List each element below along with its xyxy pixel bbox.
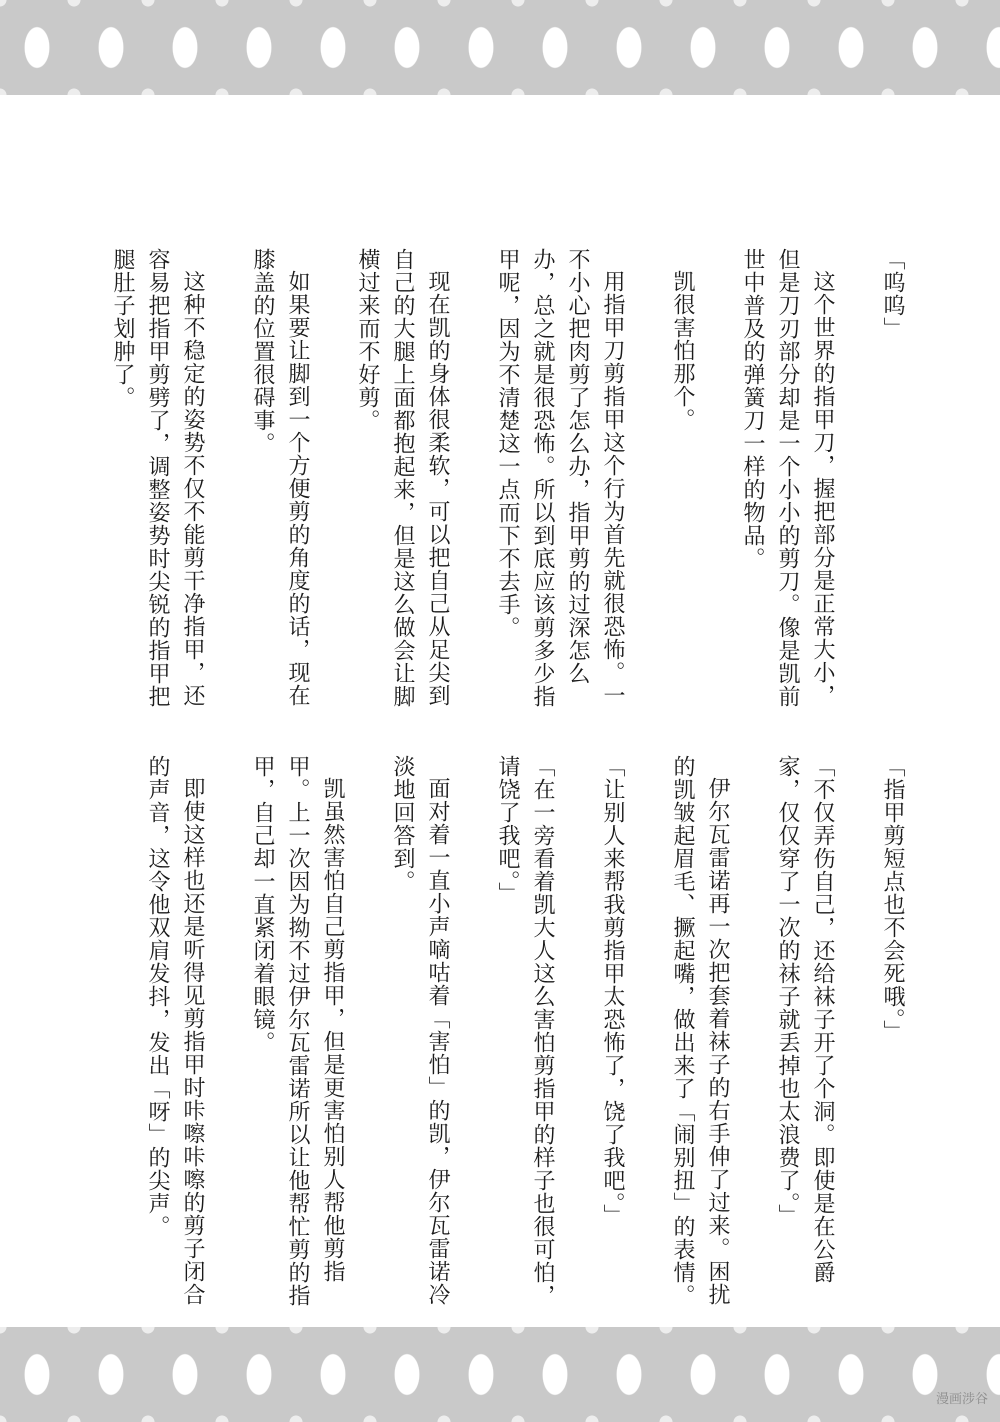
paragraph: 这种不稳定的姿势不仅不能剪干净指甲，还容易把指甲剪劈了，调整姿势时尖锐的指甲把腿肚子划肿了。 [110,248,205,708]
paragraph: 凯很害怕那个。 [670,270,695,431]
watermark: 漫画涉谷 [935,1392,988,1407]
paragraph: 「不仅弄伤自己，还给袜子开了个洞。即使是在公爵家，仅仅穿了一次的袜子就丢掉也太浪费了。」 [775,755,835,1284]
paragraph: 即使这样也还是听得见剪指甲时咔嚓咔嚓的剪子闭合的声音，这令他双肩发抖，发出「呀」的尖声。 [145,755,205,1306]
paragraph: 现在凯的身体很柔软，可以把自己从足尖到自己的大腿上面都抱起来，但是这么做会让脚横过来而不好剪。 [355,248,450,708]
paragraph: 用指甲刀剪指甲这个行为首先就很恐怖。一不小心把肉剪了怎么办，指甲剪的过深怎么办，总之就是很恐怖。所以到底应该剪多少指甲呢，因为不清楚这一点而下不去手。 [495,248,625,708]
paragraph: 如果要让脚到一个方便剪的角度的话，现在膝盖的位置很碍事。 [250,248,310,707]
decorative-border-bottom [0,1327,1000,1422]
paragraph: 「让别人来帮我剪指甲太恐怖了，饶了我吧。」 [600,755,625,1227]
text-block-top [105,248,910,708]
paragraph: 「在一旁看着凯大人这么害怕剪指甲的样子也很可怕，请饶了我吧。」 [495,755,555,1307]
paragraph: 「呜呜」 [880,248,905,340]
paragraph: 「指甲剪短点也不会死哦。」 [880,755,905,1043]
text-block-bottom [140,755,910,1315]
decorative-border-top [0,0,1000,95]
paragraph: 面对着一直小声嘀咕着「害怕」的凯，伊尔瓦雷诺冷淡地回答到。 [390,755,450,1306]
paragraph: 这个世界的指甲刀，握把部分是正常大小，但是刀刃部分却是一个小小的剪刀。像是凯前世中普及的弹簧刀一样的物品。 [740,248,835,708]
paragraph: 伊尔瓦雷诺再一次把套着袜子的右手伸了过来。困扰的凯皱起眉毛、撅起嘴，做出来了「闹别扭」的表情。 [670,755,730,1307]
paragraph: 凯虽然害怕自己剪指甲，但是更害怕别人帮他剪指甲。上一次因为拗不过伊尔瓦雷诺所以让他帮忙剪的指甲，自己却一直紧闭着眼镜。 [250,755,345,1307]
